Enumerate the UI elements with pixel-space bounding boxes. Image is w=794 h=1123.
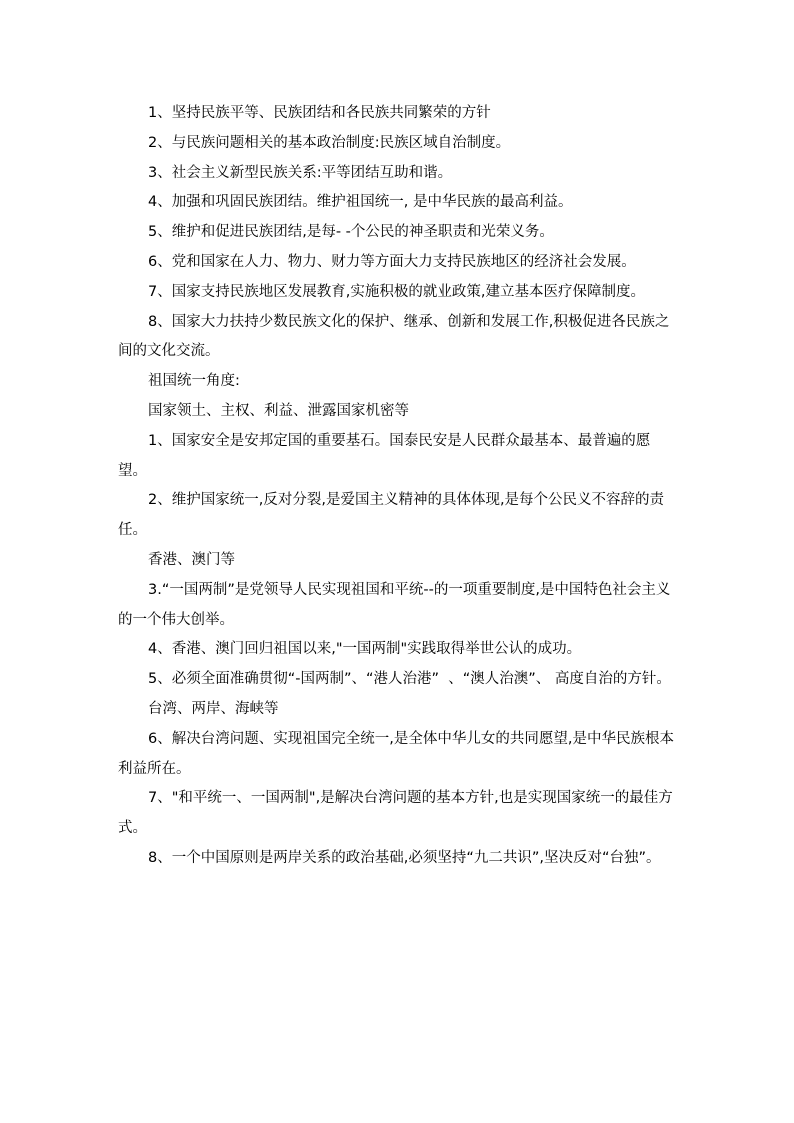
document-body: [118, 99, 678, 874]
paragraph: 6、解决台湾问题、实现祖国完全统一,是全体中华儿女的共同愿望,是中华民族根本利益所在。: [118, 730, 674, 777]
paragraph: 4、香港、澳门回归祖国以来,"一国两制"实践取得举世公认的成功。: [148, 641, 582, 658]
paragraph: 6、党和国家在人力、物力、财力等方面大力支持民族地区的经济社会发展。: [148, 253, 636, 270]
section-subheading: 台湾、两岸、海峡等: [148, 700, 279, 717]
section-subheading: 香港、澳门等: [148, 551, 235, 568]
paragraph: 8、一个中国原则是两岸关系的政治基础,必须坚持“九二共识”,坚决反对“台独”。: [148, 849, 661, 866]
paragraph: 3、社会主义新型民族关系:平等团结互助和谐。: [148, 164, 453, 181]
paragraph: 5、维护和促进民族团结,是每- -个公民的神圣职责和光荣义务。: [148, 224, 554, 241]
paragraph: 1、国家安全是安邦定国的重要基石。国泰民安是人民群众最基本、最普遍的愿望。: [118, 432, 651, 479]
paragraph: 7、国家支持民族地区发展教育,实施积极的就业政策,建立基本医疗保障制度。: [148, 283, 645, 300]
section-subheading: 国家领土、主权、利益、泄露国家机密等: [148, 402, 409, 419]
paragraph: 3.“一国两制”是党领导人民实现祖国和平统--的一项重要制度,是中国特色社会主义的一个伟大创举。: [118, 581, 671, 628]
paragraph: 4、加强和巩固民族团结。维护祖国统一, 是中华民族的最高利益。: [148, 194, 573, 211]
paragraph: 1、坚持民族平等、民族团结和各民族共同繁荣的方针: [148, 105, 491, 121]
paragraph: 2、与民族问题相关的基本政治制度:民族区域自治制度。: [148, 134, 511, 151]
paragraph: 7、"和平统一、一国两制",是解决台湾问题的基本方针,也是实现国家统一的最佳方式。: [118, 790, 673, 837]
paragraph: 2、维护国家统一,反对分裂,是爱国主义精神的具体体现,是每个公民义不容辞的责任。: [118, 492, 665, 539]
paragraph: 5、必须全面准确贯彻“-国两制”、“港人治港” 、“澳人治澳”、 高度自治的方针。: [148, 671, 671, 688]
section-heading: 祖国统一角度:: [148, 373, 240, 390]
paragraph: 8、国家大力扶持少数民族文化的保护、继承、创新和发展工作,积极促进各民族之间的文化交流。: [118, 313, 670, 360]
